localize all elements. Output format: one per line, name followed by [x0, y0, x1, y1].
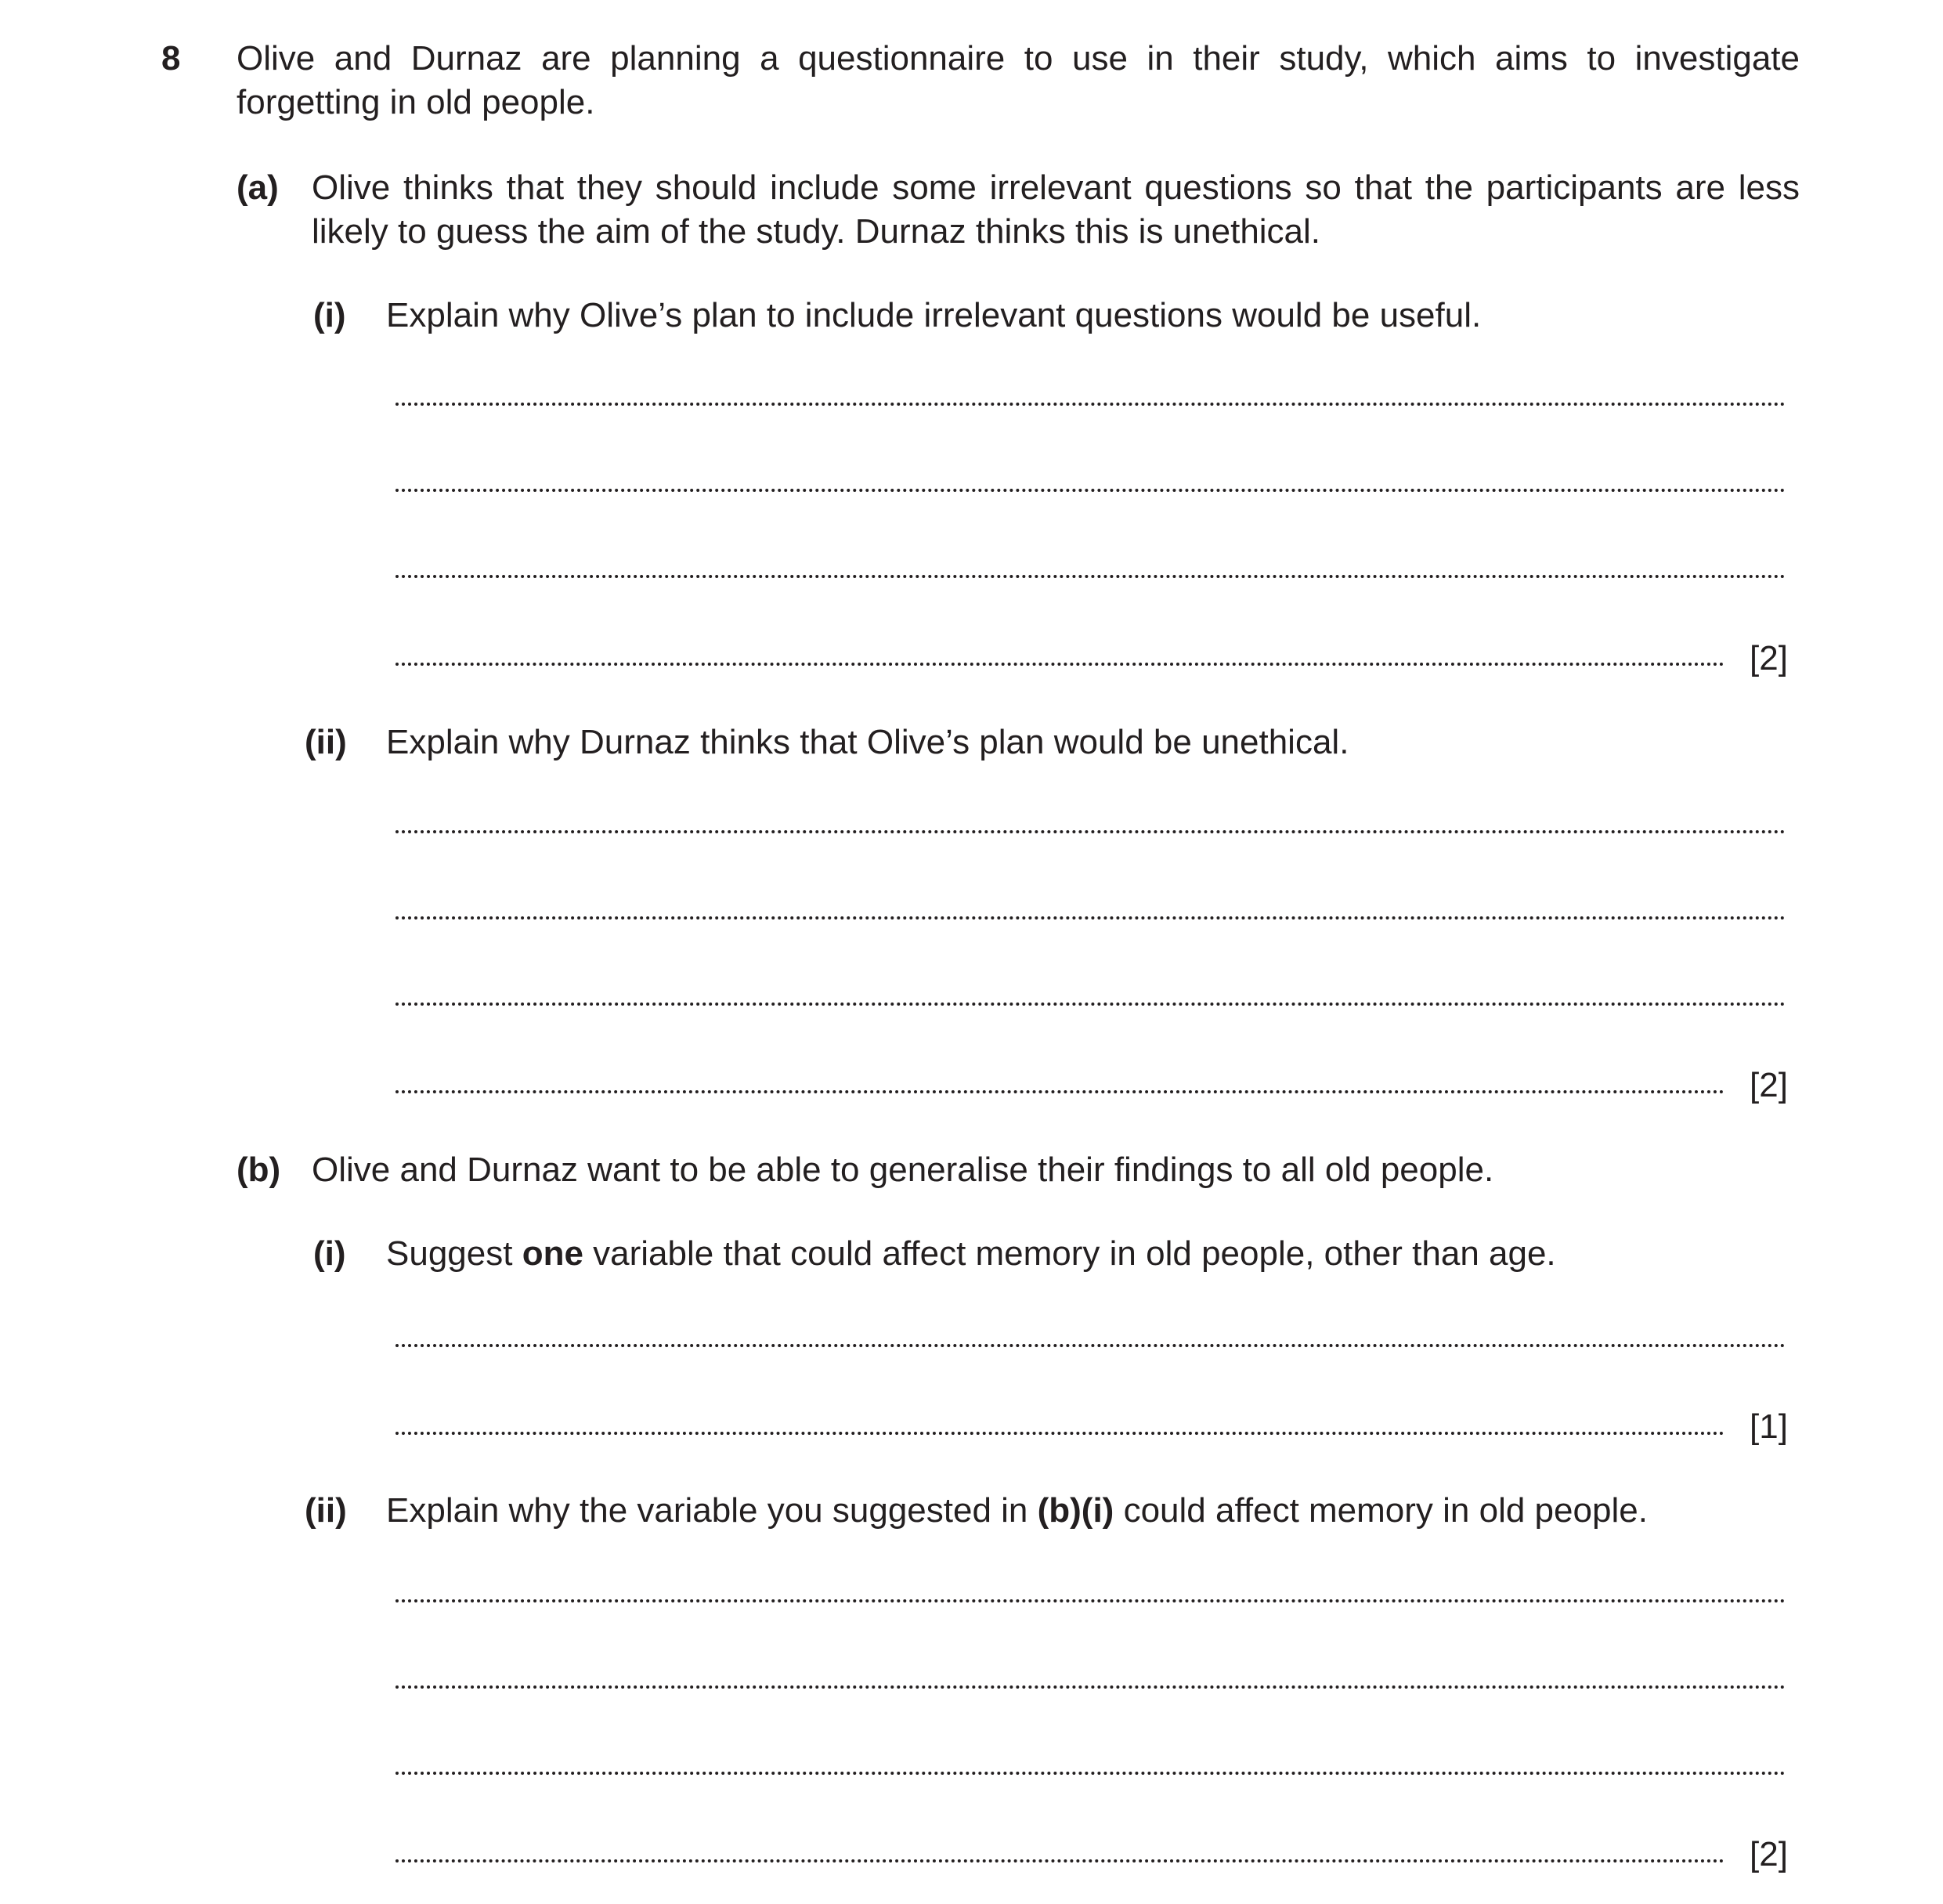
answer-line-a-ii-4[interactable] — [395, 1090, 1725, 1093]
part-b-ii-text-emphasis: (b)(i) — [1037, 1491, 1114, 1530]
answer-line-b-ii-3[interactable] — [395, 1772, 1786, 1775]
part-a-i-label: (i) — [313, 296, 346, 334]
marks-b-ii: [2] — [1750, 1835, 1788, 1873]
part-b-ii-text — [386, 1489, 1648, 1533]
answer-line-a-i-2[interactable] — [395, 489, 1786, 492]
question-number: 8 — [161, 39, 181, 78]
part-a-label: (a) — [237, 168, 279, 207]
part-b-ii-text-after: could affect memory in old people. — [1114, 1491, 1648, 1530]
answer-line-a-i-4[interactable] — [395, 663, 1725, 666]
part-b-i-text-emphasis: one — [522, 1234, 583, 1273]
part-b-i-text — [386, 1232, 1556, 1276]
part-b-ii-text-before: Explain why the variable you suggested in — [386, 1491, 1038, 1530]
marks-b-i: [1] — [1750, 1407, 1788, 1446]
answer-line-a-i-3[interactable] — [395, 575, 1786, 578]
part-b-i-label: (i) — [313, 1234, 346, 1273]
answer-line-b-i-1[interactable] — [395, 1344, 1786, 1347]
part-b-text: Olive and Durnaz want to be able to generalise their findings to all old people. — [312, 1151, 1494, 1189]
part-b-ii-label: (ii) — [305, 1491, 347, 1530]
answer-line-b-ii-4[interactable] — [395, 1859, 1725, 1862]
part-a-ii-label: (ii) — [305, 723, 347, 761]
marks-a-i: [2] — [1750, 639, 1788, 677]
answer-line-a-ii-2[interactable] — [395, 916, 1786, 919]
answer-line-b-i-2[interactable] — [395, 1432, 1725, 1435]
marks-a-ii: [2] — [1750, 1066, 1788, 1104]
answer-line-a-ii-1[interactable] — [395, 830, 1786, 833]
part-b-label: (b) — [237, 1151, 281, 1189]
part-b-i-text-after: variable that could affect memory in old people, other than age. — [583, 1234, 1556, 1273]
answer-line-a-ii-3[interactable] — [395, 1003, 1786, 1006]
answer-line-a-i-1[interactable] — [395, 403, 1786, 406]
part-b-i-text-before: Suggest — [386, 1234, 522, 1273]
part-a-ii-text: Explain why Durnaz thinks that Olive’s plan would be unethical. — [386, 723, 1349, 761]
answer-line-b-ii-2[interactable] — [395, 1685, 1786, 1689]
part-a-text: Olive thinks that they should include some irrelevant questions so that the participants are less likely to guess the aim of the study. Durnaz thinks this is unethical. — [312, 168, 1800, 251]
answer-line-b-ii-1[interactable] — [395, 1599, 1786, 1602]
part-a-i-text: Explain why Olive’s plan to include irrelevant questions would be useful. — [386, 296, 1482, 334]
question-stem: Olive and Durnaz are planning a questionnaire to use in their study, which aims to investigate forgetting in old people. — [237, 39, 1800, 121]
